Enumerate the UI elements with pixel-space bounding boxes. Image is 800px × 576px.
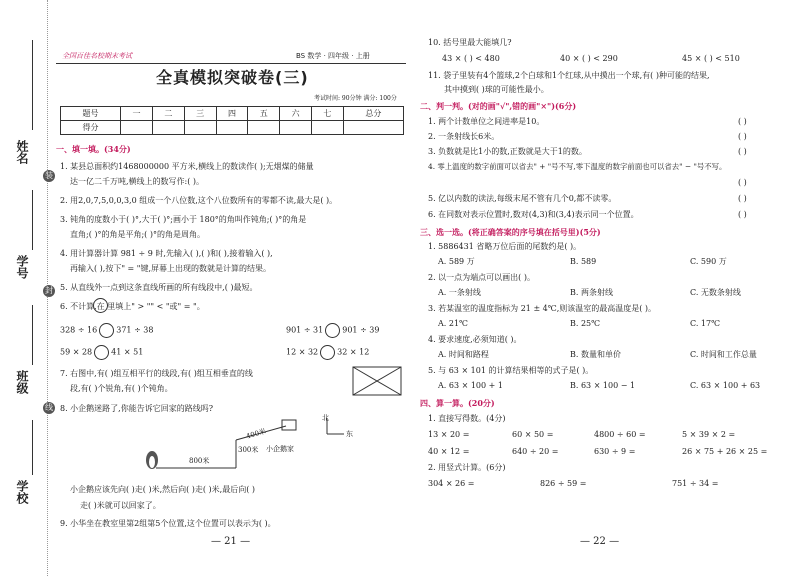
compare-circle[interactable] <box>99 323 114 338</box>
choice-question: 4. 要求速度,必须知道( )。 <box>428 335 522 344</box>
left-page <box>56 0 406 576</box>
calc-item: 5 × 39 × 2 = <box>682 430 736 439</box>
right-page <box>420 0 792 576</box>
comparison-item <box>286 323 380 338</box>
choice-option[interactable]: C. 时间和工作总量 <box>690 350 757 359</box>
page-number: — 22 — <box>580 536 620 547</box>
exam-info: 考试时间: 90分钟 满分: 100分 <box>314 95 397 102</box>
question-text: 直角;( )°的角是平角;( )°的角是周角。 <box>70 230 205 239</box>
id-line <box>32 190 33 250</box>
north-label: 北 <box>322 414 329 422</box>
choice-option[interactable]: C. 17℃ <box>690 319 721 328</box>
section-heading: 二、判一判。(对的画"√",错的画"×")(6分) <box>420 101 577 111</box>
distance-label: 300米 <box>238 446 259 454</box>
judge-item: 5. 亿以内数的读法,每级末尾不管有几个0,都不读零。 <box>428 194 617 203</box>
school-line <box>32 420 33 475</box>
question-text: 小企鹅应该先向( )走( )米,然后向( )走( )米,最后向( ) <box>70 485 256 494</box>
judge-item: 6. 在同数对表示位置时,数对(4,3)和(3,4)表示同一个位置。 <box>428 210 639 219</box>
judge-blank[interactable]: ( ) <box>738 147 747 156</box>
score-cell[interactable] <box>152 121 184 135</box>
question-text: 11. 袋子里装有4个篮球,2个白球和1个红球,从中摸出一个球,有( )种可能的结果, <box>428 71 710 80</box>
choice-option[interactable]: C. 无数条射线 <box>690 288 741 297</box>
school-label: 学校 <box>15 480 29 504</box>
question-text: 1. 直接写得数。(4分) <box>428 414 506 423</box>
question-text: 4. 用计算器计算 981 ÷ 9 时,先输入( ),( )和( ),接着输入( ), <box>60 249 273 258</box>
judge-blank[interactable]: ( ) <box>738 132 747 141</box>
judge-blank[interactable]: ( ) <box>738 117 747 126</box>
table-cell: 题号 <box>61 107 121 121</box>
house-icon <box>282 420 296 430</box>
question-text: 3. 钝角的度数小于( )°,大于( )°;画小于 180°的角叫作钝角;( )°的角是 <box>60 215 307 224</box>
binding-sidebar <box>0 0 53 576</box>
question-text: 段,有( )个锐角,有( )个钝角。 <box>70 384 173 393</box>
choice-question: 2. 以一点为端点可以画出( )。 <box>428 273 535 282</box>
judge-item: 1. 两个计数单位之间进率是10。 <box>428 117 545 126</box>
table-row <box>61 107 404 121</box>
judge-blank[interactable]: ( ) <box>738 178 747 187</box>
judge-item: 4. 零上温度的数字前面可以省去" + "号不写,零下温度的数字前面也可以省去" − "号不写。 <box>428 162 727 171</box>
home-label: 小企鹅家 <box>266 445 294 453</box>
vertical-calc: 751 ÷ 34 = <box>672 479 719 488</box>
score-cell[interactable] <box>280 121 312 135</box>
seal-mark: 线 <box>45 403 53 412</box>
choice-option[interactable]: A. 一条射线 <box>438 288 481 297</box>
table-cell: 三 <box>184 107 216 121</box>
score-cell[interactable] <box>311 121 343 135</box>
page-title: 全真模拟突破卷(三) <box>156 68 309 87</box>
section-heading: 四、算一算。(20分) <box>420 398 495 408</box>
comparison-item <box>60 323 154 338</box>
question-text: 其中摸到( )球的可能性最小。 <box>444 85 549 94</box>
choice-option[interactable]: A. 时间和路程 <box>438 350 489 359</box>
compare-circle-sample <box>93 298 108 313</box>
rectangle-diagram <box>352 366 402 396</box>
calc-item: 630 ÷ 9 = <box>594 447 636 456</box>
vertical-calc: 826 ÷ 59 = <box>540 479 587 488</box>
calc-item: 26 × 75 + 26 × 25 = <box>682 447 768 456</box>
calc-item: 13 × 20 = <box>428 430 470 439</box>
compare-left: 901 ÷ 31 <box>286 325 324 335</box>
vertical-calc: 304 × 26 = <box>428 479 475 488</box>
question-text: 再输入( ),按下" = "键,屏幕上出现的数就是计算的结果。 <box>70 264 272 273</box>
table-cell: 五 <box>248 107 280 121</box>
compare-right: 901 ÷ 39 <box>342 325 380 335</box>
question-text: 40 × ( ) < 290 <box>560 54 618 63</box>
table-row <box>61 121 404 135</box>
score-cell[interactable] <box>248 121 280 135</box>
calc-item: 40 × 12 = <box>428 447 470 456</box>
score-table <box>60 106 404 135</box>
choice-option[interactable]: B. 25℃ <box>570 319 601 328</box>
question-text: 2. 用2,0,7,5,0,0,3,0 组成一个八位数,这个八位数所有的零都不读,最大是( )。 <box>60 196 338 205</box>
choice-option[interactable]: C. 63 × 100 + 63 <box>690 381 761 390</box>
choice-question: 5. 与 63 × 101 的计算结果相等的式子是( )。 <box>428 366 594 375</box>
table-cell: 七 <box>311 107 343 121</box>
table-cell: 总分 <box>343 107 403 121</box>
compare-left: 59 × 28 <box>60 347 93 357</box>
series-label: 全国百佳名校期末考试 <box>62 52 132 60</box>
choice-option[interactable]: B. 数量和单价 <box>570 350 621 359</box>
question-text: 9. 小华坐在教室里第2组第5个位置,这个位置可以表示为( )。 <box>60 519 276 528</box>
comparison-item <box>60 345 143 360</box>
compare-circle[interactable] <box>94 345 109 360</box>
compare-right: 32 × 12 <box>337 347 370 357</box>
choice-option[interactable]: A. 63 × 100 + 1 <box>438 381 503 390</box>
table-cell: 得分 <box>61 121 121 135</box>
compare-circle[interactable] <box>320 345 335 360</box>
choice-question: 3. 若某温室的温度指标为 21 ± 4℃,则该温室的最高温度是( )。 <box>428 304 657 313</box>
question-text: 2. 用竖式计算。(6分) <box>428 463 506 472</box>
question-text: 6. 不计算,在 里填上" > "" < "或" = "。 <box>60 302 205 311</box>
choice-question: 1. 5886431 省略万位后面的尾数约是( )。 <box>428 242 582 251</box>
name-label: 姓名 <box>15 140 29 164</box>
compare-right: 41 × 51 <box>111 347 144 357</box>
table-cell: 六 <box>280 107 312 121</box>
table-cell: 一 <box>121 107 153 121</box>
table-cell: 二 <box>152 107 184 121</box>
question-text: 1. 某县总面积约1468000000 平方米,横线上的数读作( );无烟煤的储量 <box>60 162 314 171</box>
comparison-item <box>286 345 369 360</box>
class-label: 班级 <box>15 370 29 394</box>
distance-label: 400米 <box>245 427 267 441</box>
question-text: 达一亿二千万吨,横线上的数写作:( )。 <box>70 177 205 186</box>
seal-mark: 装 <box>45 171 53 180</box>
score-cell[interactable] <box>216 121 248 135</box>
choice-option[interactable]: B. 63 × 100 − 1 <box>570 381 636 390</box>
judge-item: 2. 一条射线长6米。 <box>428 132 500 141</box>
section-heading: 三、选一选。(将正确答案的序号填在括号里)(5分) <box>420 227 601 237</box>
choice-option[interactable]: A. 589 万 <box>438 257 475 266</box>
judge-blank[interactable]: ( ) <box>738 194 747 203</box>
grade-label: BS 数学 · 四年级 · 上册 <box>296 52 370 60</box>
compare-circle[interactable] <box>325 323 340 338</box>
class-line <box>32 305 33 365</box>
judge-item: 3. 负数就是比1小的数,正数就是大于1的数。 <box>428 147 587 156</box>
calc-item: 4800 ÷ 60 = <box>594 430 646 439</box>
distance-label: 800米 <box>189 457 210 465</box>
header-rule <box>56 63 406 64</box>
section-heading: 一、填一填。(34分) <box>56 144 131 154</box>
table-cell: 四 <box>216 107 248 121</box>
judge-blank[interactable]: ( ) <box>738 210 747 219</box>
question-text: 10. 括号里最大能填几? <box>428 38 512 47</box>
calc-item: 640 ÷ 20 = <box>512 447 559 456</box>
east-label: 东 <box>346 430 353 438</box>
question-text: 43 × ( ) < 480 <box>442 54 500 63</box>
score-cell[interactable] <box>184 121 216 135</box>
question-text: 5. 从直线外一点到这条直线所画的所有线段中,( )最短。 <box>60 283 258 292</box>
choice-option[interactable]: B. 589 <box>570 257 597 266</box>
calc-item: 60 × 50 = <box>512 430 554 439</box>
compare-right: 371 ÷ 38 <box>116 325 154 335</box>
compare-left: 328 ÷ 16 <box>60 325 98 335</box>
seal-mark: 封 <box>45 286 53 295</box>
name-line <box>32 40 33 130</box>
question-text: 8. 小企鹅迷路了,你能告诉它回家的路线吗? <box>60 404 214 413</box>
score-cell[interactable] <box>121 121 153 135</box>
compare-left: 12 × 32 <box>286 347 319 357</box>
question-text: 45 × ( ) < 510 <box>682 54 740 63</box>
page-number: — 21 — <box>211 536 251 547</box>
question-text: 走( )米就可以回家了。 <box>80 501 161 510</box>
choice-option[interactable]: A. 21℃ <box>438 319 468 328</box>
choice-option[interactable]: B. 两条射线 <box>570 288 613 297</box>
id-label: 学号 <box>15 255 29 279</box>
question-text: 7. 右图中,有( )组互相平行的线段,有( )组互相垂直的线 <box>60 369 253 378</box>
score-cell[interactable] <box>343 121 403 135</box>
choice-option[interactable]: C. 590 万 <box>690 257 727 266</box>
